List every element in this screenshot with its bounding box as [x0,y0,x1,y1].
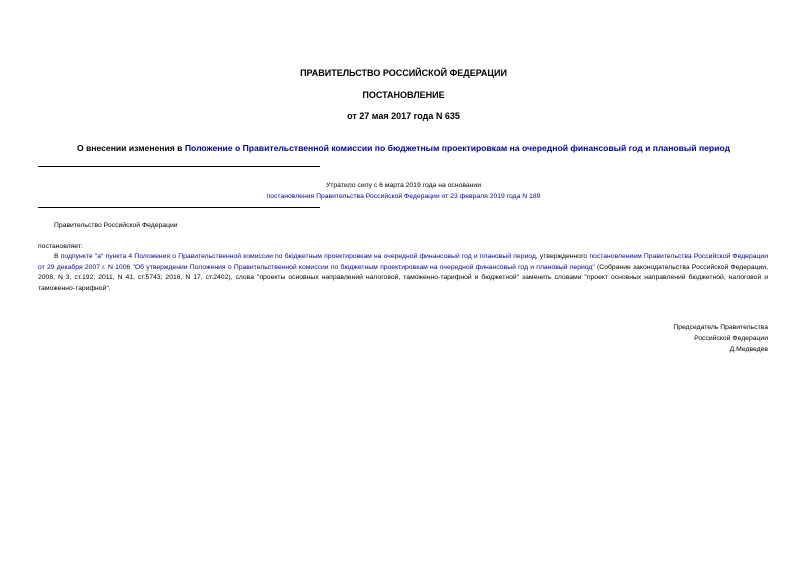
signature-position: Председатель Правительства [673,324,768,331]
paragraph-middle: , утвержденного [535,253,590,260]
decrees-word: постановляет: [38,243,83,250]
issuing-body: Правительство Российской Федерации [54,222,178,229]
subparagraph-link[interactable]: подпункте "а" пункта 4 Положения о Правительственной комиссии по бюджетным проектировкам на очередной финансовый год и плановый период [60,253,536,260]
repeal-note-line [0,192,807,201]
subject-regulation-link[interactable]: Положение о Правительственной комиссии по бюджетным проектировкам на очередной финансовый год и плановый период [184,143,731,153]
document-subject [0,143,807,154]
decree-1006-link[interactable]: постановлением Правительства Российской Федерации от 29 декабря 2007 г. N 1006 "Об утверждении Положения о Правительственной комиссии по бюджетным проектировкам на очередной финансовый год и плановый период" [38,253,768,271]
subject-prefix: О внесении изменения в [76,143,185,153]
signature-name: Д.Медведев [729,346,768,353]
body-paragraph [38,252,768,294]
repeal-note-bottom-divider [38,207,320,208]
document-date-number: от 27 мая 2017 года N 635 [347,111,460,121]
repeal-note-top-divider [38,166,320,167]
repeal-note-text: Утратило силу с 6 марта 2019 года на основании [325,182,482,189]
signature-position-country: Российской Федерации [694,335,768,342]
paragraph-start: В [54,253,61,260]
document-type: ПОСТАНОВЛЕНИЕ [362,90,445,100]
repeal-decree-link[interactable]: постановления Правительства Российской Федерации от 23 февраля 2019 года N 189 [266,193,541,200]
paragraph-end: (Собрание законодательства Российской Федерации, 2008, N 3, ст.192; 2011, N 41, ст.5743; 2016, N 17, ст.2402), слова "проекты основных направлений налоговой, таможенно-тарифной и бюджетной" заменить словами "проект основных направлений бюджетной, налоговой и таможенно-тарифной". [38,263,768,292]
government-title: ПРАВИТЕЛЬСТВО РОССИЙСКОЙ ФЕДЕРАЦИИ [300,68,507,78]
